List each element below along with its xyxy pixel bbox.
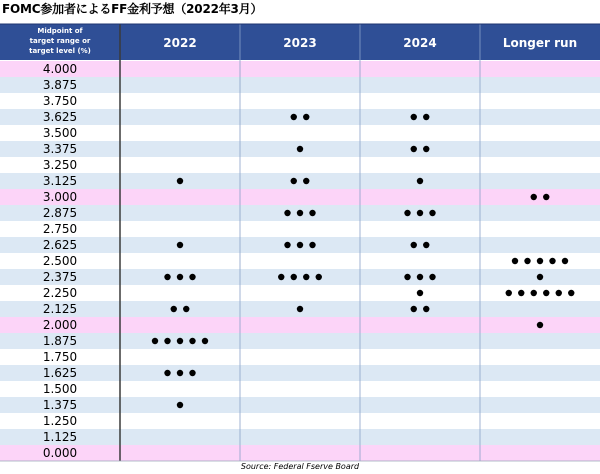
projection-dot <box>303 178 309 184</box>
projection-dot <box>177 370 183 376</box>
row-band <box>0 61 600 77</box>
column-header: Longer run <box>502 36 578 50</box>
projection-dot <box>423 146 429 152</box>
projection-dot <box>284 242 290 248</box>
rate-label: 2.375 <box>42 270 78 284</box>
row-band <box>0 381 600 397</box>
projection-dot <box>556 290 562 296</box>
rate-label: 1.125 <box>42 430 78 444</box>
column-header: 2023 <box>283 36 317 50</box>
row-band <box>0 125 600 141</box>
rate-label: 3.000 <box>42 190 78 204</box>
projection-dot <box>417 290 423 296</box>
projection-dot <box>568 290 574 296</box>
projection-dot <box>411 114 417 120</box>
projection-dot <box>543 194 549 200</box>
row-band <box>0 413 600 429</box>
y-axis-label-line: target level (%) <box>29 47 91 55</box>
projection-dot <box>297 146 303 152</box>
column-header: 2022 <box>163 36 197 50</box>
projection-dot <box>411 146 417 152</box>
y-axis-label-line: Midpoint of <box>37 27 83 35</box>
projection-dot <box>278 274 284 280</box>
row-band <box>0 349 600 365</box>
projection-dot <box>404 274 410 280</box>
projection-dot <box>411 242 417 248</box>
row-band <box>0 93 600 109</box>
projection-dot <box>152 338 158 344</box>
row-band <box>0 365 600 381</box>
row-band <box>0 77 600 93</box>
projection-dot <box>531 290 537 296</box>
rate-label: 3.500 <box>42 126 78 140</box>
projection-dot <box>543 290 549 296</box>
projection-dot <box>189 274 195 280</box>
projection-dot <box>549 258 555 264</box>
projection-dot <box>423 114 429 120</box>
projection-dot <box>202 338 208 344</box>
row-band <box>0 429 600 445</box>
table-header <box>0 24 600 60</box>
rate-label: 1.875 <box>42 334 78 348</box>
projection-dot <box>164 370 170 376</box>
source-note: Source: Federal Fserve Board <box>240 462 360 471</box>
projection-dot <box>537 322 543 328</box>
row-band <box>0 221 600 237</box>
projection-dot <box>309 242 315 248</box>
projection-dot <box>423 306 429 312</box>
rate-label: 2.000 <box>42 318 78 332</box>
projection-dot <box>303 274 309 280</box>
projection-dot <box>316 274 322 280</box>
chart-title: FOMC参加者によるFF金利予想（2022年3月） <box>2 2 263 16</box>
projection-dot <box>171 306 177 312</box>
rate-label: 3.625 <box>42 110 78 124</box>
projection-dot <box>411 306 417 312</box>
projection-dot <box>506 290 512 296</box>
rate-label: 2.125 <box>42 302 78 316</box>
projection-dot <box>512 258 518 264</box>
rate-label: 1.625 <box>42 366 78 380</box>
projection-dot <box>177 178 183 184</box>
row-band <box>0 109 600 125</box>
projection-dot <box>297 306 303 312</box>
projection-dot <box>562 258 568 264</box>
row-band <box>0 333 600 349</box>
rate-label: 1.750 <box>42 350 78 364</box>
rate-label: 2.500 <box>42 254 78 268</box>
projection-dot <box>177 338 183 344</box>
projection-dot <box>183 306 189 312</box>
projection-dot <box>297 242 303 248</box>
projection-dot <box>429 274 435 280</box>
projection-dot <box>291 114 297 120</box>
projection-dot <box>429 210 435 216</box>
projection-dot <box>189 370 195 376</box>
projection-dot <box>177 274 183 280</box>
projection-dot <box>303 114 309 120</box>
rate-label: 2.625 <box>42 238 78 252</box>
projection-dot <box>537 258 543 264</box>
rate-label: 1.250 <box>42 414 78 428</box>
projection-dot <box>404 210 410 216</box>
projection-dot <box>309 210 315 216</box>
projection-dot <box>164 338 170 344</box>
row-band <box>0 173 600 189</box>
projection-dot <box>537 274 543 280</box>
projection-dot <box>164 274 170 280</box>
rate-label: 0.000 <box>42 446 78 460</box>
projection-dot <box>417 210 423 216</box>
row-band <box>0 317 600 333</box>
projection-dot <box>417 178 423 184</box>
rate-label: 3.875 <box>42 78 78 92</box>
rate-label: 2.875 <box>42 206 78 220</box>
projection-dot <box>177 242 183 248</box>
rate-label: 3.375 <box>42 142 78 156</box>
rate-label: 2.250 <box>42 286 78 300</box>
projection-dot <box>284 210 290 216</box>
rate-labels <box>43 62 77 460</box>
y-axis-label-line: target range or <box>29 37 91 45</box>
row-band <box>0 397 600 413</box>
row-band <box>0 269 600 285</box>
rate-label: 1.375 <box>42 398 78 412</box>
rate-label: 4.000 <box>42 62 78 76</box>
row-band <box>0 189 600 205</box>
rate-label: 3.125 <box>42 174 78 188</box>
projection-dot <box>417 274 423 280</box>
row-band <box>0 157 600 173</box>
projection-dot <box>291 178 297 184</box>
projection-dot <box>524 258 530 264</box>
rate-label: 3.250 <box>42 158 78 172</box>
row-band <box>0 253 600 269</box>
rate-label: 1.500 <box>42 382 78 396</box>
y-axis-label <box>29 27 91 55</box>
row-bands <box>0 61 600 461</box>
projection-dot <box>518 290 524 296</box>
projection-dot <box>291 274 297 280</box>
projection-dot <box>423 242 429 248</box>
projection-dot <box>297 210 303 216</box>
row-band <box>0 445 600 461</box>
projection-dot <box>189 338 195 344</box>
projection-dot <box>531 194 537 200</box>
column-header: 2024 <box>403 36 437 50</box>
rate-label: 2.750 <box>42 222 78 236</box>
rate-label: 3.750 <box>42 94 78 108</box>
projection-dot <box>177 402 183 408</box>
